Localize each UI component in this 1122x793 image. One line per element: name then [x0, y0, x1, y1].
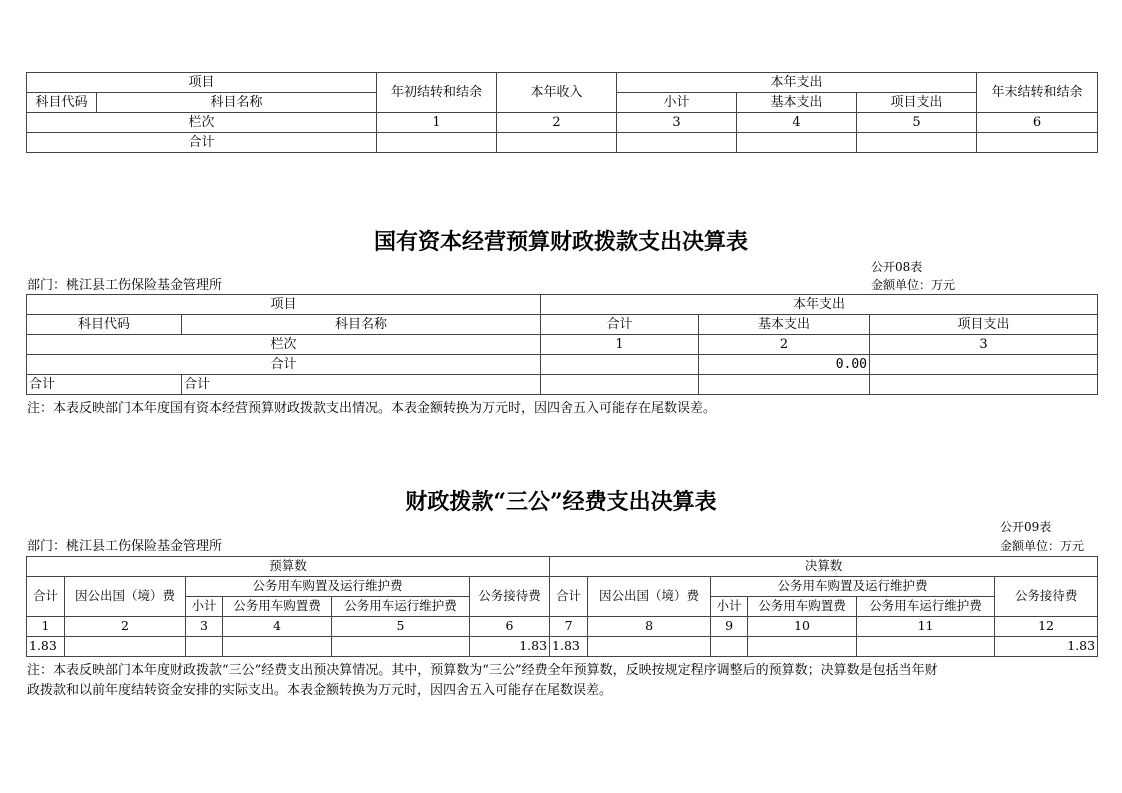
header-vehicle-running: 公务用车运行维护费 — [332, 597, 470, 617]
col-num: 1 — [27, 617, 65, 637]
col-num: 1 — [377, 113, 497, 133]
col-num: 6 — [977, 113, 1098, 133]
col-num: 2 — [699, 335, 870, 355]
header-name: 科目名称 — [97, 93, 377, 113]
header-vehicle-purchase: 公务用车购置费 — [223, 597, 332, 617]
value-cell — [186, 637, 223, 657]
cell — [870, 375, 1098, 395]
header-item: 项目 — [27, 295, 541, 315]
header-project: 项目支出 — [870, 315, 1098, 335]
table2-unit: 金额单位：万元 — [871, 278, 956, 292]
col-num: 8 — [588, 617, 711, 637]
header-begin-balance: 年初结转和结余 — [377, 73, 497, 113]
cell — [541, 355, 699, 375]
total-basic-value: 0.00 — [699, 355, 870, 375]
header-subtotal: 小计 — [711, 597, 748, 617]
header-subtotal: 小计 — [617, 93, 737, 113]
header-reception: 公务接待费 — [995, 577, 1098, 617]
table3-title: 财政拨款“三公”经费支出决算表 — [405, 489, 717, 515]
cell — [541, 375, 699, 395]
value-cell: 1.83 — [470, 637, 550, 657]
value-cell — [223, 637, 332, 657]
col-num: 12 — [995, 617, 1098, 637]
header-reception: 公务接待费 — [470, 577, 550, 617]
header-name: 科目名称 — [182, 315, 541, 335]
col-num: 3 — [617, 113, 737, 133]
value-cell: 1.83 — [995, 637, 1098, 657]
col-num: 2 — [497, 113, 617, 133]
row-total-label: 合计 — [27, 133, 377, 153]
header-expense: 本年支出 — [541, 295, 1098, 315]
value-cell — [748, 637, 857, 657]
header-total: 合计 — [27, 577, 65, 617]
table2-department: 部门：桃江县工伤保险基金管理所 — [27, 278, 223, 293]
col-num: 5 — [857, 113, 977, 133]
header-expense: 本年支出 — [617, 73, 977, 93]
col-num: 4 — [223, 617, 332, 637]
header-code: 科目代码 — [27, 315, 182, 335]
table-expense-summary — [26, 72, 1098, 153]
header-basic: 基本支出 — [699, 315, 870, 335]
header-project: 项目支出 — [857, 93, 977, 113]
header-code: 科目代码 — [27, 93, 97, 113]
row-total-label: 合计 — [27, 355, 541, 375]
value-cell — [332, 637, 470, 657]
header-item: 项目 — [27, 73, 377, 93]
header-income: 本年收入 — [497, 73, 617, 113]
header-final: 决算数 — [550, 557, 1098, 577]
table3-form-number: 公开09表 — [1000, 520, 1052, 534]
header-total: 合计 — [550, 577, 588, 617]
header-subtotal: 小计 — [186, 597, 223, 617]
header-basic: 基本支出 — [737, 93, 857, 113]
col-num: 11 — [857, 617, 995, 637]
value-cell — [65, 637, 186, 657]
col-num: 7 — [550, 617, 588, 637]
value-cell — [588, 637, 711, 657]
cell — [870, 355, 1098, 375]
col-num: 3 — [870, 335, 1098, 355]
table2-note: 注：本表反映部门本年度国有资本经营预算财政拨款支出情况。本表金额转换为万元时，因四舍五入可能存在尾数误差。 — [27, 401, 717, 416]
header-end-balance: 年末结转和结余 — [977, 73, 1098, 113]
col-num: 9 — [711, 617, 748, 637]
cell — [377, 133, 497, 153]
col-num: 2 — [65, 617, 186, 637]
cell — [497, 133, 617, 153]
col-num: 6 — [470, 617, 550, 637]
table3-department: 部门：桃江县工伤保险基金管理所 — [27, 539, 223, 554]
row-column-label: 栏次 — [27, 113, 377, 133]
value-cell — [711, 637, 748, 657]
value-cell — [857, 637, 995, 657]
header-total: 合计 — [541, 315, 699, 335]
cell — [617, 133, 737, 153]
sum-code: 合计 — [27, 375, 182, 395]
table-three-public-expense — [26, 556, 1098, 657]
header-abroad: 因公出国（境）费 — [588, 577, 711, 617]
col-num: 10 — [748, 617, 857, 637]
row-column-label: 栏次 — [27, 335, 541, 355]
table2-title: 国有资本经营预算财政拨款支出决算表 — [373, 229, 748, 255]
table3-unit: 金额单位：万元 — [1000, 539, 1085, 553]
header-vehicle: 公务用车购置及运行维护费 — [186, 577, 470, 597]
header-abroad: 因公出国（境）费 — [65, 577, 186, 617]
cell — [857, 133, 977, 153]
table-state-capital-expense — [26, 294, 1098, 395]
sum-name: 合计 — [182, 375, 541, 395]
table3-note-line2: 政拨款和以前年度结转资金安排的实际支出。本表金额转换为万元时，因四舍五入可能存在尾数误差。 — [27, 683, 613, 698]
col-num: 1 — [541, 335, 699, 355]
cell — [977, 133, 1098, 153]
col-num: 5 — [332, 617, 470, 637]
value-cell: 1.83 — [27, 637, 65, 657]
cell — [737, 133, 857, 153]
table2-form-number: 公开08表 — [871, 260, 923, 274]
col-num: 4 — [737, 113, 857, 133]
header-budget: 预算数 — [27, 557, 550, 577]
table3-note-line1: 注：本表反映部门本年度财政拨款“三公”经费支出预决算情况。其中，预算数为“三公”经费全年预算数，反映按规定程序调整后的预算数；决算数是包括当年财 — [27, 663, 938, 678]
col-num: 3 — [186, 617, 223, 637]
value-cell: 1.83 — [550, 637, 588, 657]
cell — [699, 375, 870, 395]
header-vehicle-purchase: 公务用车购置费 — [748, 597, 857, 617]
header-vehicle-running: 公务用车运行维护费 — [857, 597, 995, 617]
header-vehicle: 公务用车购置及运行维护费 — [711, 577, 995, 597]
